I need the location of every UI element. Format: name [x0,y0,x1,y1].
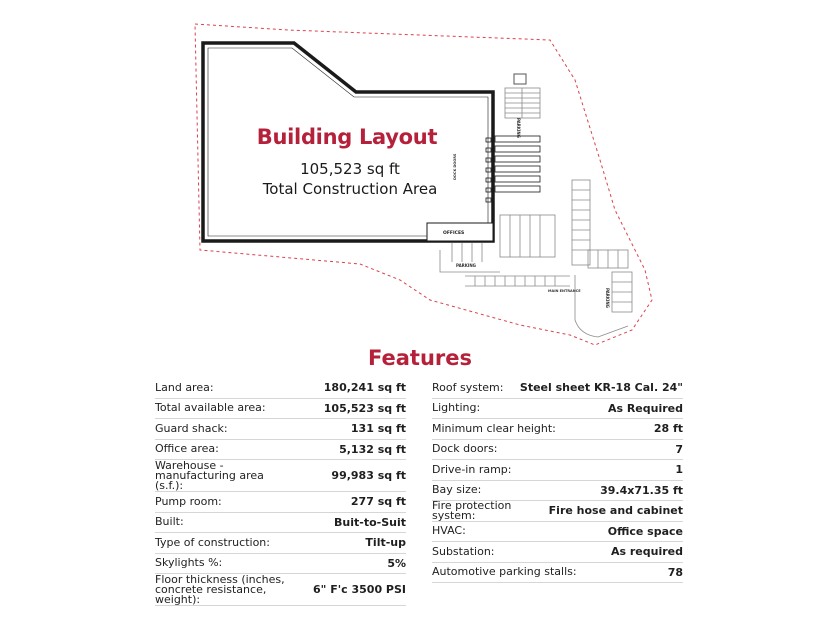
feature-value: 28 ft [653,422,683,436]
offices-label: OFFICES [443,231,465,236]
feature-label: Total available area: [155,401,266,415]
feature-value: 105,523 sq ft [323,401,406,415]
feature-row [432,522,683,543]
feature-value: 1 [675,463,683,477]
feature-row [155,554,406,575]
feature-label: Skylights %: [155,556,223,570]
feature-value: 6" F'c 3500 PSI [313,583,406,596]
feature-label: Office area: [155,442,219,456]
feature-row [432,378,683,399]
feature-value: 5,132 sq ft [339,442,406,456]
features-right-column [432,378,683,583]
feature-label: Pump room: [155,494,222,508]
feature-row [432,563,683,584]
features-left-column [155,378,406,606]
feature-value: As required [610,545,683,559]
parking-bottom-right [575,250,632,337]
features-title: Features [368,346,472,370]
parking-top-label: PARKING [516,118,521,138]
feature-row [432,542,683,563]
feature-label: Fire protection system: [432,498,512,522]
feature-label: Built: [155,515,184,529]
main-entrance-label: MAIN ENTRANCE [548,289,581,293]
feature-value: Buit-to-Suit [334,515,406,529]
parking-lower [465,276,570,286]
truck-bays [495,136,540,192]
feature-label: Guard shack: [155,421,228,435]
feature-row [432,440,683,461]
feature-label: Substation: [432,544,495,558]
plan-title: Building Layout [256,125,438,149]
feature-label: Type of construction: [155,535,270,549]
feature-value: Office space [607,524,683,538]
feature-value: Fire hose and cabinet [548,504,683,518]
parking-top [505,88,540,118]
feature-label: Automotive parking stalls: [432,565,577,579]
parking-right-lane [572,180,590,265]
feature-row [155,533,406,554]
parking-right-label: PARKING [605,288,610,308]
feature-value: 78 [667,565,683,579]
feature-row [432,498,683,522]
feature-label: Warehouse - manufacturing area (s.f.): [155,458,264,492]
feature-value: 277 sq ft [350,495,406,509]
plan-subtitle: Total Construction Area [262,180,438,198]
feature-value: 5% [387,556,406,570]
dock-doors-label: DOCK DOORS [453,153,457,180]
feature-value: 180,241 sq ft [323,381,406,395]
feature-row [432,419,683,440]
feature-row [155,378,406,399]
feature-label: Bay size: [432,483,482,497]
parking-mid-label: PARKING [456,263,476,268]
feature-label: Drive-in ramp: [432,462,512,476]
feature-row [155,574,406,606]
feature-label: Floor thickness (inches, concrete resistance, weight): [155,572,285,606]
feature-value: 7 [675,442,683,456]
feature-value: Tilt-up [365,536,406,550]
feature-row [155,460,406,492]
feature-row [155,399,406,420]
guard-shack [514,74,526,84]
feature-label: Roof system: [432,380,504,394]
feature-row [432,399,683,420]
feature-value: As Required [607,401,683,415]
feature-row [432,460,683,481]
feature-value: 39.4x71.35 ft [600,483,683,497]
feature-row [155,419,406,440]
feature-label: Minimum clear height: [432,421,556,435]
feature-row [155,492,406,513]
feature-value: 99,983 sq ft [331,469,406,482]
feature-label: Land area: [155,380,214,394]
plan-area: 105,523 sq ft [300,160,400,178]
feature-label: HVAC: [432,524,466,538]
feature-row [155,513,406,534]
feature-row [155,440,406,461]
feature-value: 131 sq ft [350,422,406,436]
feature-label: Dock doors: [432,442,498,456]
feature-value: Steel sheet KR-18 Cal. 24" [519,381,683,395]
feature-row [432,481,683,502]
feature-label: Lighting: [432,401,481,415]
